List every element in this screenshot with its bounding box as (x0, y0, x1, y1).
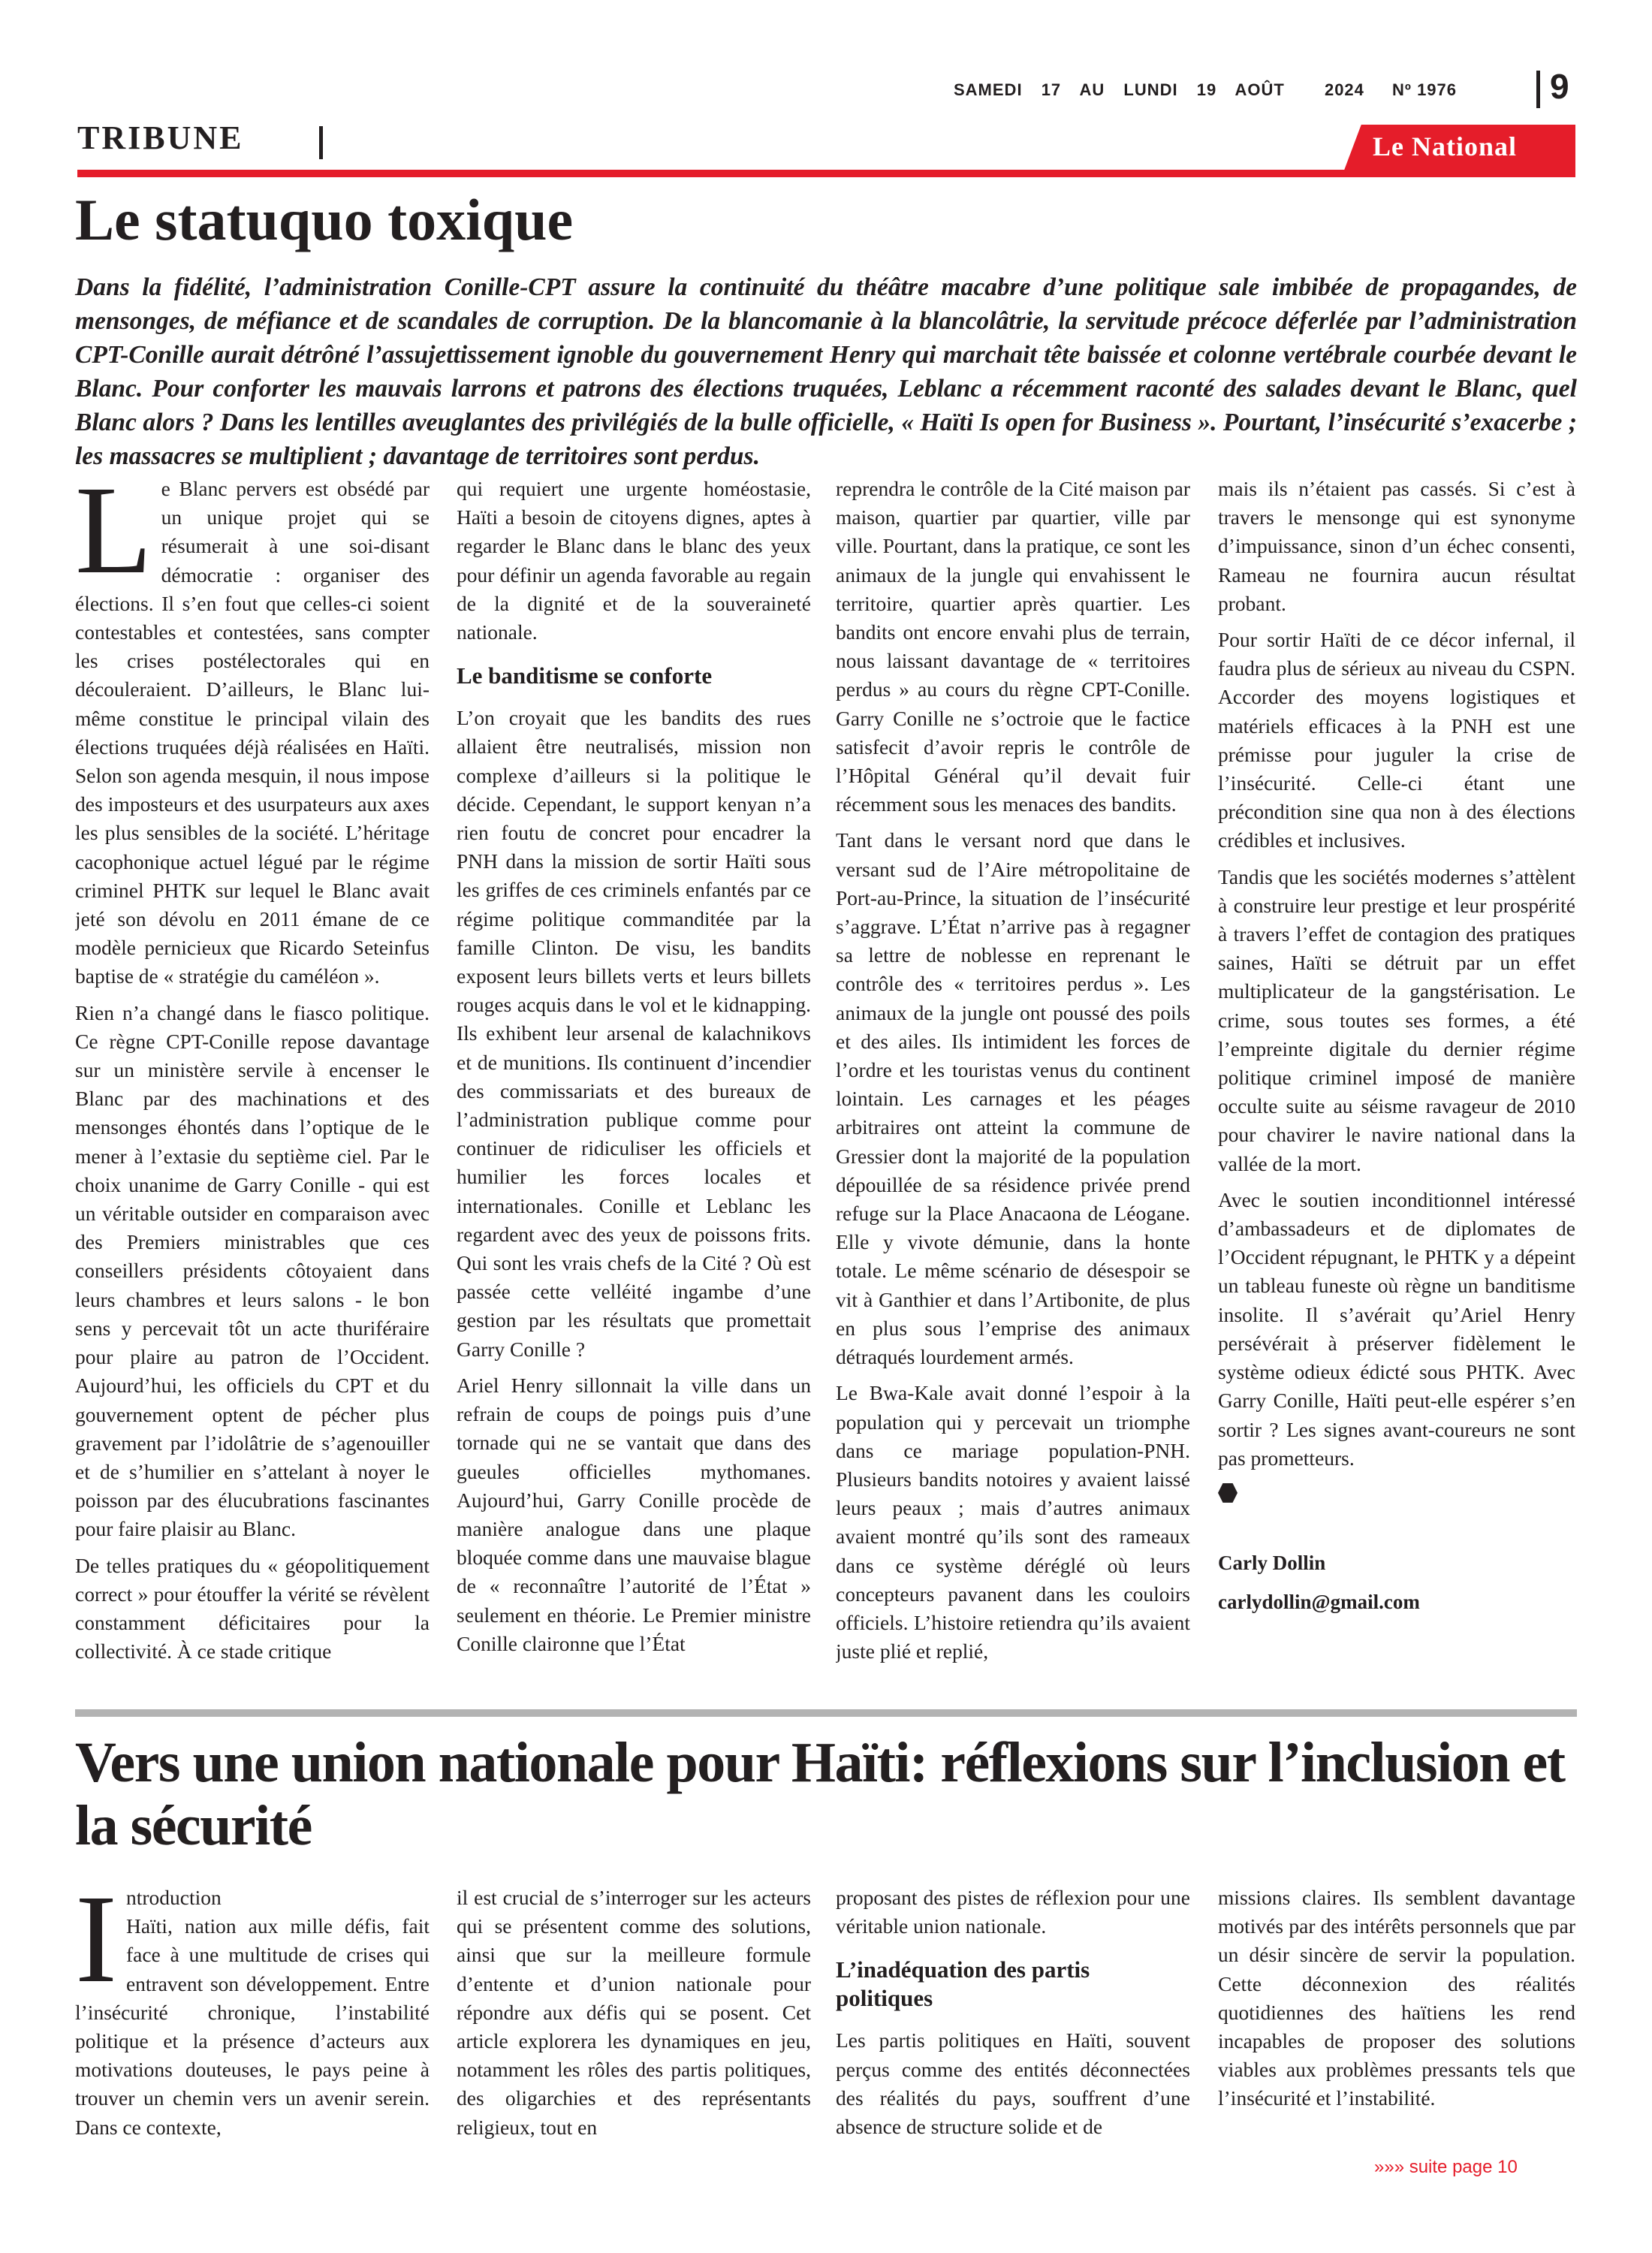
paragraph: De telles pratiques du « géopolitiquement correct » pour étouffer la vérité se révèlent constamment déficitaires pour la collectivité. À ce stade critique (75, 1553, 430, 1663)
intro-word: ntroduction (125, 1886, 222, 1909)
date-num: 17 (1041, 80, 1062, 99)
paragraph: Les partis politiques en Haïti, souvent perçus comme des entités déconnectées des réalités du pays, souffrent d’une absence de structure solide et de (836, 2028, 1190, 2139)
end-mark-icon (1218, 1483, 1237, 1503)
date-day: SAMEDI (954, 80, 1023, 99)
subheading: Le banditisme se conforte (457, 662, 713, 689)
article1-column-1 (75, 475, 430, 1684)
paragraph: missions claires. Ils semblent davantage motivés par des intérêts personnels que par un désir sincère de servir la population. Cette déconnexion des réalités quotidiennes des haïtiens les rend incapables de proposer des solutions viables aux problèmes pressants tels que l’insécurité et l’instabilité. (1218, 1886, 1575, 2110)
continued-link[interactable]: »»» suite page 10 (1374, 2157, 1518, 2177)
page-number: 9 (1550, 67, 1569, 106)
date-num2: 19 (1196, 80, 1217, 99)
paragraph: qui requiert une urgente homéostasie, Haïti a besoin de citoyens dignes, aptes à regarder le Blanc dans le blanc des yeux pour définir un agenda favorable au regain de la dignité et de la souveraineté nationale. (457, 477, 811, 644)
article1-column-2 (457, 475, 811, 1684)
page-number-divider (1536, 71, 1540, 108)
brand-name: Le National (1373, 131, 1518, 161)
paragraph: il est crucial de s’interroger sur les acteurs qui se présentent comme des solutions, ainsi que sur la meilleure formule d’entente et d’union nationale pour répondre aux défis qui se posent. Cet article explorera les dynamiques en jeu, notamment les rôles des partis politiques, des oligarchies et des représentants religieux, tout en (457, 1886, 811, 2139)
article-divider (75, 1709, 1577, 1717)
subheading: L’inadéquation des partis politiques (836, 1956, 1090, 2012)
dateline (954, 80, 1470, 100)
article2-column-2 (457, 1884, 811, 2161)
drop-cap: I (75, 1884, 117, 2009)
article-lede: Dans la fidélité, l’administration Conille-CPT assure la continuité du théâtre macabre d’une politique sale imbibée de propagandes, de mensonges, de méfiance et de scandales de corruption. De la blancomanie à la blancolâtrie, la servitude précoce déferlée par l’administration CPT-Conille aurait détrôné l’assujettissement ignoble du gouvernement Henry qui marchait tête baissée et colonne vertébrale courbée devant le Blanc. Pour conforter les mauvais larrons et patrons des élections truquées, Leblanc a récemment raconté des salades devant le Blanc, quel Blanc alors ? Dans les lentilles aveuglantes des privilégiés de la bulle officielle, « Haïti Is open for Business ». Pourtant, l’insécurité s’exacerbe ; les massacres se multiplient ; davantage de territoires sont perdus. (75, 273, 1577, 470)
paragraph: Pour sortir Haïti de ce décor infernal, il faudra plus de sérieux au niveau du CSPN. Accorder des moyens logistiques et matériels efficaces à la PNH est une prémisse pour juguler la crise de l’insécurité. Celle-ci étant une précondition sine qua non à des élections crédibles et inclusives. (1218, 628, 1575, 852)
date-month: AOÛT (1234, 80, 1285, 99)
paragraph: Tandis que les sociétés modernes s’attèlent à construire leur prestige et leur prospérité à travers l’effet de contagion des pratiques saines, Haïti se détruit par un effet multiplicateur de la gangstérisation. Le crime, sous toutes ses formes, a été l’empreinte digitale du dernier régime politique criminel imposé de manière occulte suite au séisme ravageur de 2010 pour chavirer le navire national dans la vallée de la mort. (1218, 864, 1575, 1175)
article2-title: Vers une union nationale pour Haïti: réflexions sur l’inclusion et la sécurité (75, 1731, 1565, 1857)
author-email[interactable]: carlydollin@gmail.com (1218, 1591, 1420, 1614)
paragraph: Avec le soutien inconditionnel intéressé d’ambassadeurs et de diplomates de l’Occident répugnant, le PHTK y a dépeint un tableau funeste où règne un banditisme insolite. Il s’avérait qu’Ariel Henry persévérait à préserver fidèlement le système odieux édicté sous PHTK. Avec Garry Conille, Haïti peut-elle espérer s’en sortir ? Les signes avant-coureurs ne sont pas prometteurs. (1218, 1187, 1575, 1470)
issue-number: Nº 1976 (1392, 80, 1458, 99)
header-rule (77, 170, 1575, 177)
date-au: AU (1079, 80, 1105, 99)
date-day2: LUNDI (1123, 80, 1178, 99)
article1-column-3 (836, 475, 1190, 1684)
article-title: Le statuquo toxique (75, 187, 574, 252)
paragraph: proposant des pistes de réflexion pour une véritable union nationale. (836, 1886, 1190, 1938)
article2-column-4 (1218, 1884, 1575, 2161)
paragraph: Le Blanc pervers est obsédé par un unique projet qui se résumerait à une soi-disant démocratie : organiser des élections. Il s’en fout que celles-ci soient contestables et contestées, sans compter les crises postélectorales qui en découleraient. D’ailleurs, le Blanc lui-même constitue le principal vilain des élections truquées déjà réalisées en Haïti. Selon son agenda mesquin, il nous impose des imposteurs et des usurpateurs aux axes les plus sensibles de la société. L’héritage cacophonique actuel légué par le régime criminel PHTK sur lequel le Blanc avait jeté son dévolu en 2011 émane de ce modèle pernicieux que Ricardo Seteinfus baptise de « stratégie du caméléon ». (75, 475, 430, 988)
section-divider (319, 126, 323, 159)
paragraph: Le Bwa-Kale avait donné l’espoir à la population qui y percevait un triomphe dans ce mariage population-PNH. Plusieurs bandits notoires y avaient laissé leurs peaux ; mais d’autres animaux avaient montré qu’ils sont des rameaux dans ce système déréglé où leurs concepteurs pavanent dans les couloirs officiels. L’histoire retiendra qu’ils avaient juste plié et replié, (836, 1381, 1190, 1663)
paragraph: reprendra le contrôle de la Cité maison par maison, quartier par quartier, ville par ville. Pourtant, dans la pratique, ce sont les animaux de la jungle qui envahissent le territoire, quartier après quartier. Les bandits ont encore envahi plus de terrain, nous laissant davantage de « territoires perdus » au cours du règne CPT-Conille. Garry Conille ne s’octroie que le factice satisfecit d’avoir repris le contrôle de l’Hôpital Général qu’il devait fuir récemment sous les menaces des bandits. (836, 477, 1190, 816)
paragraph: mais ils n’étaient pas cassés. Si c’est à travers le mensonge qui est synonyme d’impuissance, sinon d’un échec consenti, Rameau ne fournira aucun résultat probant. (1218, 477, 1575, 615)
drop-cap: L (75, 475, 152, 600)
paragraph: L’on croyait que les bandits des rues allaient être neutralisés, mission non complexe d’ailleurs si la politique le décide. Cependant, le support kenyan n’a rien foutu de concret pour encadrer la PNH dans la mission de sortir Haïti sous les griffes de ces criminels enfantés par ce régime politique commanditée par la famille Clinton. De visu, les bandits exposent leurs billets verts et leurs billets rouges acquis dans le vol et le kidnapping. Ils exhibent leur arsenal de kalachnikovs et de munitions. Ils continuent d’incendier des commissariats et des bureaux de l’administration publique comme pour continuer de ridiculiser les officiels et humilier les forces locales et internationales. Conille et Leblanc les regardent avec des yeux de poissons frits. Qui sont les vrais chefs de la Cité ? Où est passée cette velléité ingambe d’une gestion par les résultats que promettait Garry Conille ? (457, 706, 811, 1361)
paragraph: Rien n’a changé dans le fiasco politique. Ce règne CPT-Conille repose davantage sur un ministère servile à encenser le Blanc par des machinations et des mensonges éhontés dans l’optique de le mener à l’extasie du septième ciel. Par le choix unanime de Garry Conille - qui est un véritable outsider en comparaison avec des Premiers ministrables que ces conseillers présidents côtoyaient dans leurs chambres et leurs salons - le bon sens y percevait tôt un acte thuriféraire pour plaire au patron de l’Occident. Aujourd’hui, les officiels du CPT et du gouvernement optent de pécher plus gravement par l’idolâtrie de s’agenouiller et de s’humilier en s’attelant à noyer le poisson par des élucubrations fascinantes pour faire plaisir au Blanc. (75, 1000, 430, 1541)
paragraph: Tant dans le versant nord que dans le versant sud de l’Aire métropolitaine de Port-au-Prince, la situation de l’insécurité s’aggrave. L’État n’arrive pas à regagner sa lettre de noblesse en reprenant le contrôle des « territoires perdus ». Les animaux de la jungle ont poussé des poils et des ailes. Ils intimident les forces de l’ordre et les touristas venus du continent lointain. Les carnages et les péages arbitraires ont atteint la commune de Gressier dont la majorité de la population dépouillée de sa résidence privée prend refuge sur la Place Anacaona de Léogane. Elle y vivote démunie, dans la honte totale. Le même scénario de désespoir se vit à Ganthier et dans l’Artibonite, de plus en plus sous l’emprise des animaux détraqués lourdement armés. (836, 828, 1190, 1369)
paragraph: Ariel Henry sillonnait la ville dans un refrain de coups de poings puis d’une tornade qui ne se vantait que dans des gueules officielles mythomanes. Aujourd’hui, Garry Conille procède de manière analogue dans une plaque bloquée comme dans une mauvaise blague de « reconnaître l’autorité de l’État » seulement en théorie. Le Premier ministre Conille claironne que l’État (457, 1373, 811, 1655)
paragraph: Introduction Haïti, nation aux mille défis, fait face à une multitude de crises qui entravent son développement. Entre l’insécurité chronique, l’instabilité politique et la présence d’acteurs aux motivations douteuses, le pays peine à trouver un chemin vers un avenir serein. Dans ce contexte, (75, 1884, 430, 2139)
author-name: Carly Dollin (1218, 1552, 1326, 1575)
author-block (1218, 1548, 1575, 1617)
section-label: TRIBUNE (77, 119, 244, 156)
date-year: 2024 (1324, 80, 1364, 99)
article1-column-4 (1218, 475, 1575, 1684)
article2-column-3 (836, 1884, 1190, 2161)
article2-column-1 (75, 1884, 430, 2161)
